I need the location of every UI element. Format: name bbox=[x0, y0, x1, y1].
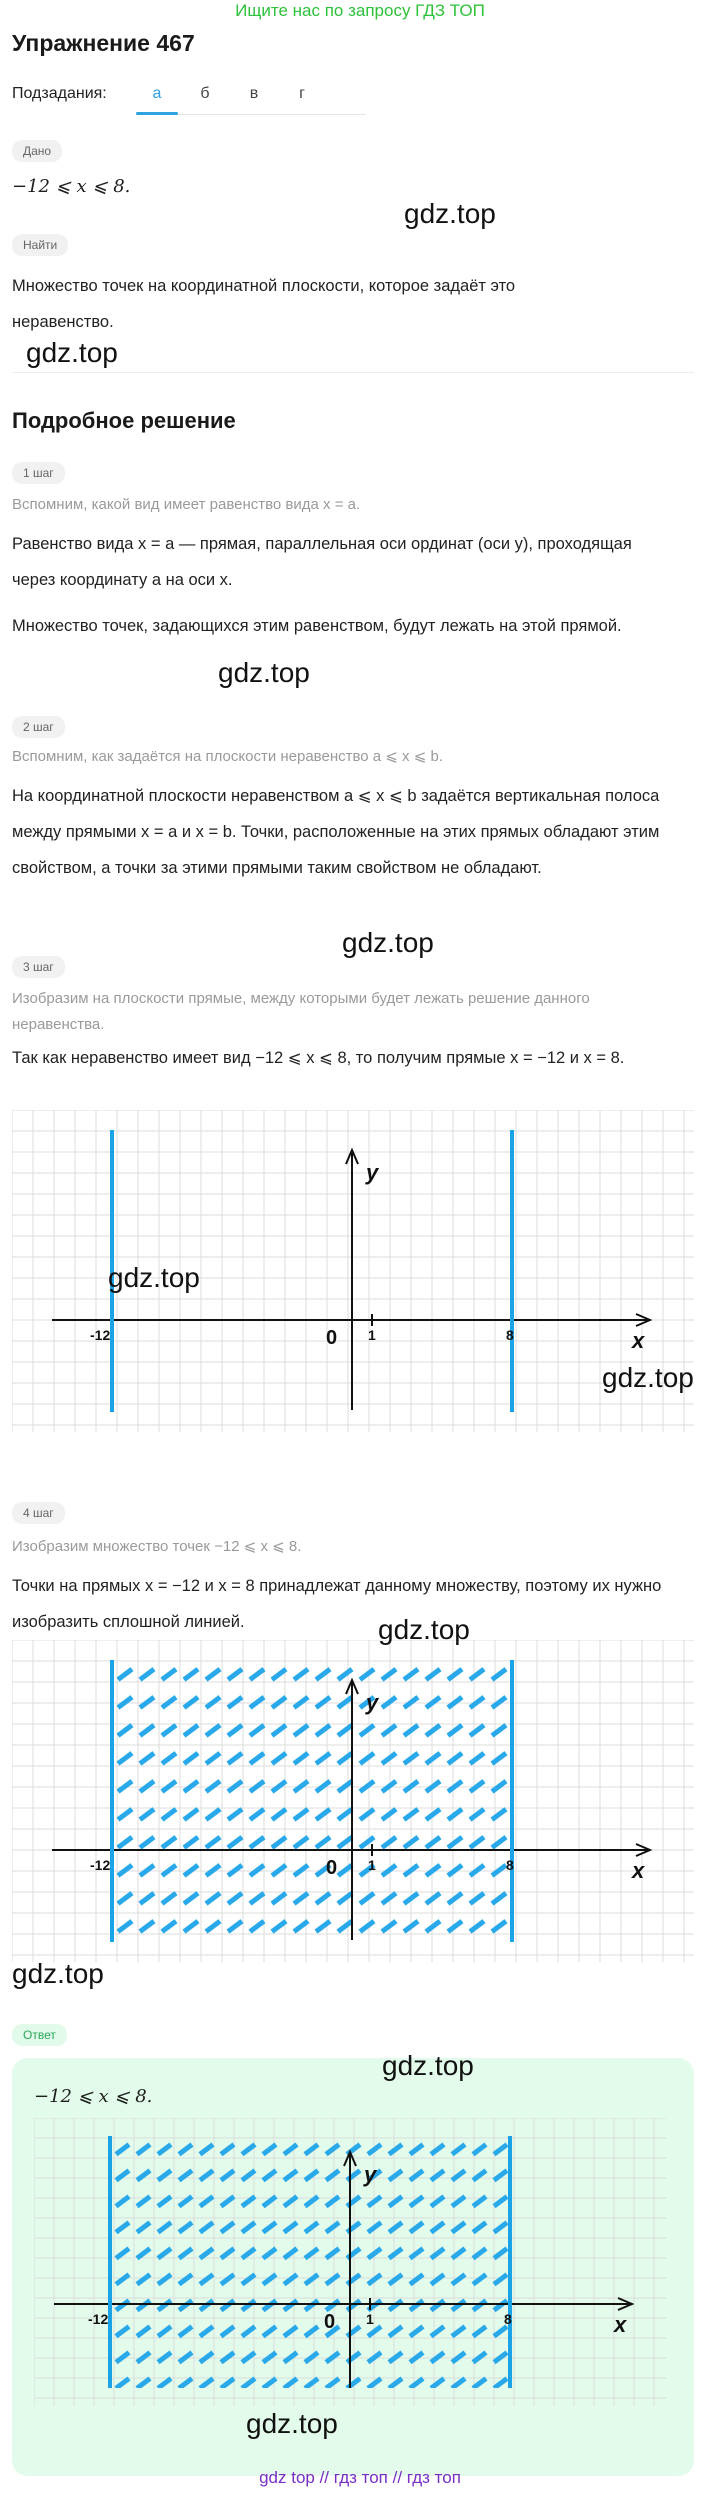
watermark: gdz.top bbox=[108, 1262, 200, 1293]
find-text: Множество точек на координатной плоскости, которое задаёт это неравенство. bbox=[12, 277, 516, 331]
step3-text: Так как неравенство имеет вид −12 ⩽ x ⩽ 8, то получим прямые x = −12 и x = 8. bbox=[12, 1049, 625, 1067]
subtasks-label: Подзадания: bbox=[12, 85, 107, 102]
given-badge: Дано bbox=[12, 140, 62, 162]
section-divider bbox=[12, 372, 694, 373]
watermark: gdz.top bbox=[26, 337, 118, 368]
step4-badge: 4 шаг bbox=[12, 1502, 65, 1524]
step3-badge: 3 шаг bbox=[12, 956, 65, 978]
step3-hint: Изобразим на плоскости прямые, между которыми будет лежать решение данного неравенства. bbox=[12, 990, 590, 1033]
step4-hint: Изобразим множество точек −12 ⩽ x ⩽ 8. bbox=[12, 1538, 302, 1555]
tab-b[interactable]: б bbox=[200, 85, 210, 102]
step1-text-2: Множество точек, задающихся этим равенством, будут лежать на этой прямой. bbox=[12, 617, 622, 635]
step1-badge: 1 шаг bbox=[12, 462, 65, 484]
graph-answer bbox=[34, 2118, 666, 2406]
unit-label: 1 bbox=[368, 1857, 376, 1873]
page-title: Упражнение 467 bbox=[12, 30, 195, 56]
answer-badge: Ответ bbox=[12, 2024, 67, 2046]
y-axis-label: y bbox=[366, 1160, 379, 1185]
unit-label: 1 bbox=[366, 2311, 374, 2327]
find-badge: Найти bbox=[12, 234, 68, 256]
left-line-label: -12 bbox=[88, 2311, 109, 2327]
right-line-label: 8 bbox=[506, 1327, 514, 1343]
graph-strip bbox=[12, 1640, 694, 1962]
watermark: gdz.top bbox=[246, 2408, 338, 2439]
step2-badge: 2 шаг bbox=[12, 716, 65, 738]
active-tab-indicator bbox=[136, 112, 178, 115]
top-banner[interactable]: Ищите нас по запросу ГДЗ ТОП bbox=[235, 1, 485, 20]
watermark: gdz.top bbox=[404, 198, 496, 229]
watermark: gdz.top bbox=[218, 657, 310, 688]
tab-v[interactable]: в bbox=[249, 85, 259, 102]
tab-g[interactable]: г bbox=[299, 85, 305, 102]
x-axis-label: x bbox=[632, 1858, 645, 1883]
tab-a[interactable]: а bbox=[152, 85, 162, 102]
x-axis-label: x bbox=[632, 1328, 645, 1353]
given-value: −12 ⩽ x ⩽ 8. bbox=[12, 176, 131, 197]
hatch-fill bbox=[118, 1669, 506, 1960]
watermark: gdz.top bbox=[382, 2050, 474, 2081]
left-line-label: -12 bbox=[90, 1327, 111, 1343]
step1-text-1: Равенство вида x = a — прямая, параллельная оси ординат (оси y), проходящая через координату a на оси x. bbox=[12, 535, 632, 589]
left-line-label: -12 bbox=[90, 1857, 111, 1873]
step2-text: На координатной плоскости неравенством a ⩽ x ⩽ b задаётся вертикальная полоса между прямыми x = a и x = b. Точки, расположенные на этих прямых обладают этим свойством, а точки за этими прямыми таким свойством не обладают. bbox=[12, 787, 660, 877]
solution-title: Подробное решение bbox=[12, 408, 236, 433]
right-line-label: 8 bbox=[504, 2311, 512, 2327]
unit-label: 1 bbox=[368, 1327, 376, 1343]
x-axis-label: x bbox=[614, 2312, 627, 2337]
y-axis-label: y bbox=[366, 1690, 379, 1715]
step4-text: Точки на прямых x = −12 и x = 8 принадлежат данному множеству, поэтому их нужно изобразить сплошной линией. bbox=[12, 1577, 662, 1631]
hatch-fill bbox=[116, 2144, 507, 2388]
footer-links[interactable]: gdz top // гдз топ // гдз топ bbox=[259, 2468, 461, 2487]
answer-value: −12 ⩽ x ⩽ 8. bbox=[34, 2086, 153, 2107]
watermark: gdz.top bbox=[378, 1614, 470, 1645]
right-line-label: 8 bbox=[506, 1857, 514, 1873]
watermark: gdz.top bbox=[12, 1958, 104, 1989]
origin-label: 0 bbox=[324, 2311, 336, 2333]
watermark: gdz.top bbox=[602, 1362, 694, 1393]
origin-label: 0 bbox=[326, 1857, 338, 1879]
step2-hint: Вспомним, как задаётся на плоскости неравенство a ⩽ x ⩽ b. bbox=[12, 748, 443, 765]
origin-label: 0 bbox=[326, 1327, 338, 1349]
y-axis-label: y bbox=[364, 2162, 377, 2187]
watermark: gdz.top bbox=[342, 927, 434, 958]
step1-hint: Вспомним, какой вид имеет равенство вида x = a. bbox=[12, 496, 361, 513]
